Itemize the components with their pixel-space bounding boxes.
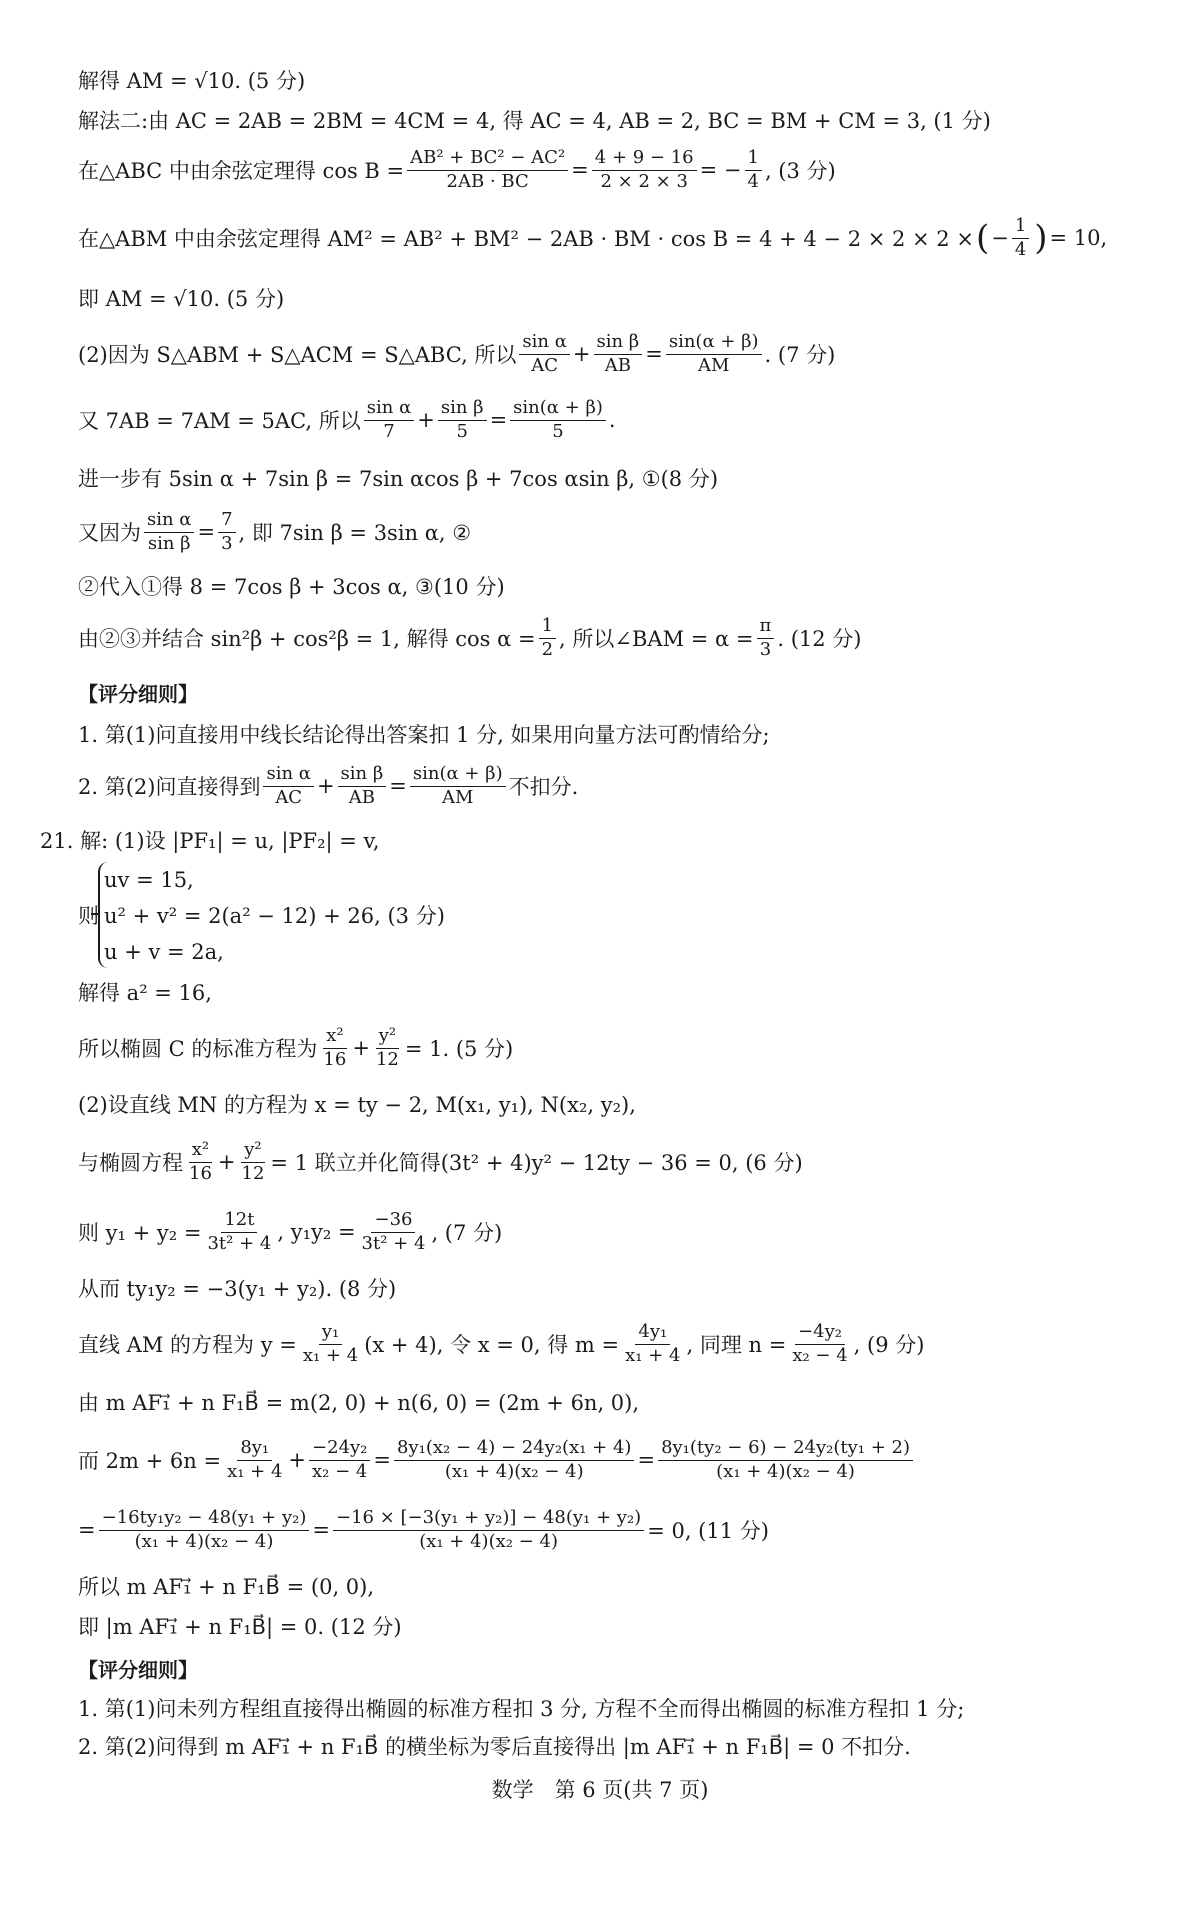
text: 所以椭圆 C 的标准方程为 (78, 1037, 318, 1061)
grading-rule (78, 762, 579, 808)
text: 进一步有 5sin α + 7sin β = 7sin αcos β + 7cos αsin β, ①(8 分) (78, 467, 719, 491)
solution-line (78, 1320, 925, 1366)
text: 即 AM = √10. (5 分) (78, 287, 285, 311)
text: 解得 a² = 16, (78, 981, 212, 1005)
denominator: AB (604, 354, 631, 376)
numerator: sin α (519, 332, 569, 355)
numerator: AB² + BC² − AC² (407, 148, 568, 171)
denominator: 5 (552, 420, 564, 442)
denominator: 3t² + 4 (361, 1232, 426, 1254)
solution-line (78, 1566, 374, 1606)
text: + (288, 1448, 307, 1472)
numerator: x² (189, 1140, 212, 1163)
text: 21. 解: (1)设 |PF₁| = u, |PF₂| = v, (40, 829, 380, 853)
text: 直线 AM 的方程为 y = (78, 1333, 297, 1357)
section-heading (78, 1648, 198, 1688)
fraction (263, 764, 313, 808)
fraction (338, 764, 387, 808)
fraction (394, 1438, 634, 1482)
text: (2)因为 S△ABM + S△ACM = S△ABC, 所以 (78, 343, 517, 367)
fraction (407, 148, 568, 192)
denominator: 16 (189, 1162, 212, 1184)
right-paren: ) (1034, 218, 1048, 258)
text: (2)设直线 MN 的方程为 x = ty − 2, M(x₁, y₁), N(x₂, y₂), (78, 1093, 636, 1117)
text: , (9 分) (853, 1333, 925, 1357)
fraction (144, 510, 194, 554)
text: + (417, 408, 435, 432)
solution-line (78, 1382, 639, 1422)
fraction (510, 398, 606, 442)
numerator: −16 × [−3(y₁ + y₂)] − 48(y₁ + y₂) (333, 1508, 644, 1531)
denominator: (x₁ + 4)(x₂ − 4) (444, 1460, 584, 1482)
text: = 1 联立并化简得(3t² + 4)y² − 12ty − 36 = 0, (6 分) (270, 1151, 803, 1175)
fraction (364, 398, 414, 442)
system-label (78, 895, 99, 935)
problem-21-header (40, 820, 380, 860)
solution-line (78, 1084, 636, 1124)
fraction (359, 1210, 429, 1254)
text: (x + 4), 令 x = 0, 得 m = (364, 1333, 620, 1357)
fraction (204, 1210, 274, 1254)
solution-line (78, 972, 212, 1012)
numerator: sin α (364, 398, 414, 421)
fraction (373, 1026, 402, 1070)
text: uv = 15, (104, 868, 194, 892)
solution-line (78, 330, 836, 376)
numerator: 4 + 9 − 16 (592, 148, 697, 171)
text: 2. 第(2)问直接得到 (78, 775, 261, 799)
text: . (7 分) (764, 343, 836, 367)
text: 不扣分. (508, 775, 579, 799)
solution-line (78, 1506, 769, 1552)
text: 在△ABM 中由余弦定理得 AM² = AB² + BM² − 2AB · BM · cos B = 4 + 4 − 2 × 2 × 2 × (78, 227, 974, 251)
numerator: −24y₂ (309, 1438, 370, 1461)
text: = (645, 342, 663, 366)
numerator: sin(α + β) (666, 332, 762, 355)
text: + (352, 1036, 370, 1060)
section-heading (78, 672, 198, 712)
text: = (312, 1518, 330, 1542)
denominator: 16 (323, 1048, 347, 1070)
numerator: −4y₂ (795, 1322, 845, 1345)
fraction (658, 1438, 913, 1482)
text: 解得 AM = √10. (5 分) (78, 69, 306, 93)
fraction (300, 1322, 361, 1366)
fraction (333, 1508, 644, 1552)
numerator: y₁ (319, 1322, 342, 1345)
denominator: 5 (456, 420, 468, 442)
grading-rule (78, 1688, 964, 1728)
numerator: −36 (371, 1210, 415, 1233)
text: 则 (78, 904, 99, 928)
fraction (757, 616, 775, 660)
fraction (1012, 216, 1029, 260)
text: = (197, 520, 216, 544)
solution-line (78, 1436, 916, 1482)
denominator: AB (348, 786, 376, 808)
numerator: 7 (218, 510, 235, 533)
text: = − (699, 158, 742, 182)
solution-line (78, 100, 991, 140)
denominator: x₁ + 4 (302, 1344, 359, 1366)
denominator: (x₁ + 4)(x₂ − 4) (419, 1530, 558, 1552)
solution-line (78, 214, 1108, 260)
text: + (217, 1150, 236, 1174)
grading-rule (78, 714, 770, 754)
text: 由 m AF₁⃗ + n F₁B⃗ = m(2, 0) + n(6, 0) = (2m + 6n, 0), (78, 1391, 640, 1415)
fraction (592, 148, 697, 192)
text: , 所以∠BAM = α = (559, 627, 754, 651)
text: 由②③并结合 sin²β + cos²β = 1, 解得 cos α = (78, 627, 536, 651)
fraction (186, 1140, 215, 1184)
text: = 1. (5 分) (404, 1037, 514, 1061)
text: 1. 第(1)问直接用中线长结论得出答案扣 1 分, 如果用向量方法可酌情给分; (78, 723, 770, 747)
text: 2. 第(2)问得到 m AF₁⃗ + n F₁B⃗ 的横坐标为零后直接得出 |m AF₁⃗ + n F₁B⃗| = 0 不扣分. (78, 1735, 911, 1759)
numerator: sin(α + β) (510, 398, 606, 421)
text: u + v = 2a, (104, 940, 224, 964)
text: , (3 分) (764, 159, 836, 183)
denominator: sin β (147, 532, 191, 554)
text: , 即 7sin β = 3sin α, ② (238, 521, 472, 545)
denominator: x₂ − 4 (312, 1460, 368, 1482)
text: 与椭圆方程 (78, 1151, 183, 1175)
numerator: 1 (1012, 216, 1029, 239)
numerator: π (757, 616, 775, 639)
numerator: sin β (594, 332, 643, 355)
denominator: 3t² + 4 (207, 1232, 272, 1254)
text: + (572, 342, 591, 366)
text: , (7 分) (431, 1221, 503, 1245)
solution-line (78, 566, 505, 606)
numerator: 4y₁ (635, 1322, 670, 1345)
fraction (539, 616, 556, 660)
numerator: sin β (338, 764, 387, 787)
denominator: AC (531, 354, 559, 376)
text: 1. 第(1)问未列方程组直接得出椭圆的标准方程扣 3 分, 方程不全而得出椭圆的标准方程扣 1 分; (78, 1697, 965, 1721)
text: , y₁y₂ = (277, 1220, 356, 1244)
numerator: 8y₁ (237, 1438, 272, 1461)
numerator: x² (323, 1026, 346, 1049)
text: 从而 ty₁y₂ = −3(y₁ + y₂). (8 分) (78, 1277, 397, 1301)
fraction (789, 1322, 850, 1366)
text: = (373, 1448, 392, 1472)
fraction (745, 148, 762, 192)
solution-line (78, 278, 284, 318)
page-footer: 数学 第 6 页(共 7 页) (491, 1778, 709, 1802)
denominator: x₁ + 4 (625, 1344, 681, 1366)
solution-line (78, 1208, 503, 1254)
system-equation (104, 895, 445, 935)
text: 而 2m + 6n = (78, 1449, 222, 1473)
denominator: 12 (375, 1048, 399, 1070)
numerator: 1 (745, 148, 762, 171)
denominator: (x₁ + 4)(x₂ − 4) (134, 1530, 274, 1552)
text: = (489, 408, 508, 432)
fraction (519, 332, 569, 376)
numerator: sin β (438, 398, 487, 421)
text: 解法二:由 AC = 2AB = 2BM = 4CM = 4, 得 AC = 4, AB = 2, BC = BM + CM = 3, (1 分) (78, 109, 991, 133)
denominator: 3 (221, 532, 233, 554)
numerator: 12t (221, 1210, 257, 1233)
numerator: sin(α + β) (410, 764, 506, 787)
solution-line (78, 458, 718, 498)
fraction (594, 332, 643, 376)
denominator: 4 (747, 170, 759, 192)
numerator: 8y₁(x₂ − 4) − 24y₂(x₁ + 4) (394, 1438, 634, 1461)
fraction (99, 1508, 310, 1552)
text: 在△ABC 中由余弦定理得 cos B = (78, 159, 405, 183)
denominator: x₁ + 4 (227, 1460, 283, 1482)
fraction (218, 510, 235, 554)
solution-line (78, 614, 862, 660)
system-equation (104, 932, 224, 972)
text: , 同理 n = (686, 1333, 787, 1357)
grading-rule (78, 1726, 911, 1766)
denominator: 12 (241, 1162, 265, 1184)
denominator: AM (442, 786, 474, 808)
text: = (78, 1518, 96, 1542)
text: u² + v² = 2(a² − 12) + 26, (3 分) (104, 904, 445, 928)
fraction (224, 1438, 285, 1482)
text: 又 7AB = 7AM = 5AC, 所以 (78, 409, 361, 433)
denominator: 2 × 2 × 3 (600, 170, 688, 192)
solution-line (78, 508, 472, 554)
fraction (438, 398, 487, 442)
text: 则 y₁ + y₂ = (78, 1221, 202, 1245)
text: 【评分细则】 (78, 681, 198, 706)
fraction (666, 332, 762, 376)
text: + (316, 774, 335, 798)
denominator: 2 (541, 638, 554, 660)
text: = 0, (11 分) (647, 1519, 769, 1543)
fraction (309, 1438, 370, 1482)
numerator: 8y₁(ty₂ − 6) − 24y₂(ty₁ + 2) (658, 1438, 913, 1461)
denominator: AC (275, 786, 303, 808)
denominator: 4 (1014, 238, 1027, 260)
text: 即 |m AF₁⃗ + n F₁B⃗| = 0. (12 分) (78, 1615, 402, 1639)
left-paren: ( (975, 218, 990, 258)
solution-line (78, 396, 616, 442)
denominator: 7 (383, 420, 395, 442)
numerator: sin α (263, 764, 313, 787)
solution-line (78, 1606, 402, 1646)
fraction (410, 764, 506, 808)
solution-line (78, 1024, 514, 1070)
text: 又因为 (78, 521, 141, 545)
numerator: 1 (539, 616, 556, 639)
fraction (320, 1026, 349, 1070)
solution-line (78, 60, 305, 100)
denominator: 3 (759, 638, 772, 660)
denominator: (x₁ + 4)(x₂ − 4) (716, 1460, 855, 1482)
text: = (389, 774, 407, 798)
text: ②代入①得 8 = 7cos β + 3cos α, ③(10 分) (78, 575, 505, 599)
text: 所以 m AF₁⃗ + n F₁B⃗ = (0, 0), (78, 1575, 375, 1599)
text: = (571, 158, 589, 182)
solution-line (78, 1138, 803, 1184)
text: . (12 分) (777, 627, 862, 651)
numerator: −16ty₁y₂ − 48(y₁ + y₂) (99, 1508, 310, 1531)
denominator: AM (697, 354, 730, 376)
denominator: x₂ − 4 (792, 1344, 848, 1366)
fraction (622, 1322, 683, 1366)
numerator: sin α (144, 510, 194, 533)
solution-line (78, 1268, 396, 1308)
text: . (608, 408, 616, 432)
text: − (991, 226, 1009, 250)
system-equation (104, 860, 194, 900)
text: 【评分细则】 (78, 1657, 198, 1682)
text: = (637, 1448, 656, 1472)
text: = 10, (1049, 226, 1108, 250)
numerator: y² (376, 1026, 399, 1049)
fraction (239, 1140, 268, 1184)
denominator: 2AB · BC (446, 170, 529, 192)
numerator: y² (241, 1140, 264, 1163)
solution-line (78, 146, 836, 192)
